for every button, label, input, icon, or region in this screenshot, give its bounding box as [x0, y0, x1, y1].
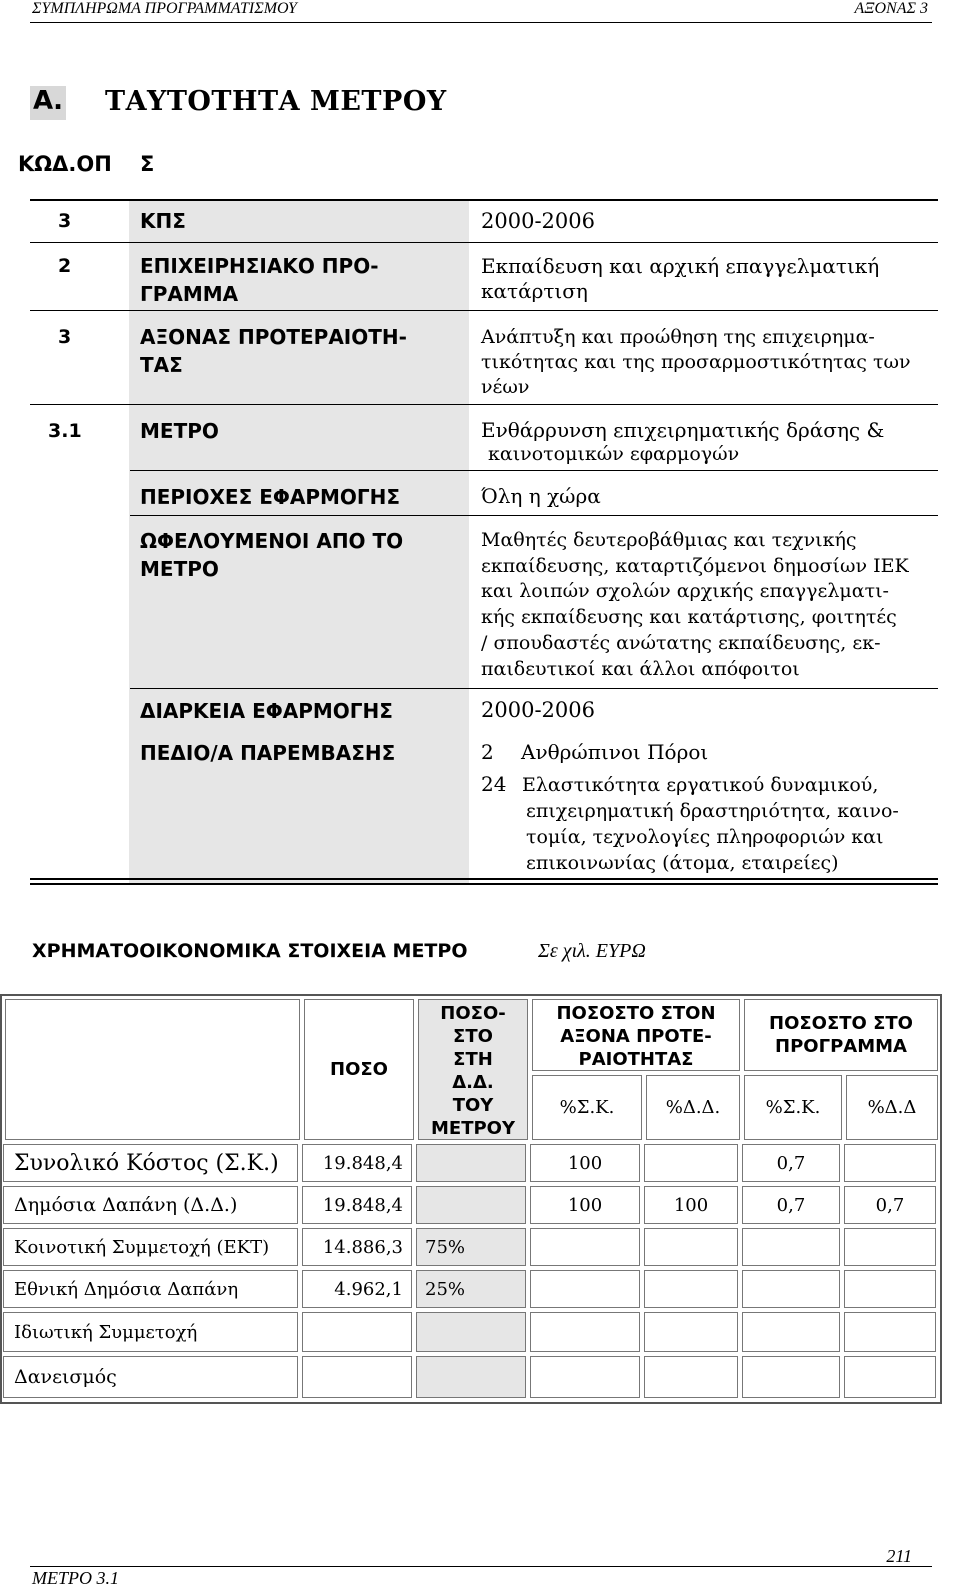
axis-value-line2: τικότητας και της προσαρμοστικότητας των: [481, 351, 911, 373]
finance-cell-prog-sk: [742, 1312, 840, 1352]
header-amount: ΠΟΣΟ: [330, 1059, 388, 1080]
beneficiaries-line: κής εκπαίδευσης και κατάρτισης, φοιτητές: [481, 606, 897, 629]
field-item2-line: Ελαστικότητα εργατικού δυναμικού,: [522, 774, 879, 796]
finance-row-label: Κοινοτική Συμμετοχή (ΕΚΤ): [14, 1236, 270, 1258]
kps-code: 3: [58, 210, 72, 232]
finance-cell-prog-dd: [844, 1228, 936, 1266]
finance-value: 0,7: [776, 1152, 806, 1174]
field-item2-line: τομία, τεχνολογίες πληροφοριών και: [526, 826, 884, 848]
measure-value-line1: Ενθάρρυνση επιχειρηματικής δράσης &: [481, 418, 885, 442]
finance-value: 0,7: [875, 1194, 905, 1216]
axis-label-line1: ΑΞΟΝΑΣ ΠΡΟΤΕΡΑΙΟΤΗ-: [140, 325, 407, 349]
header-axis-line: ΠΟΣΟΣΤΟ ΣΤΟΝ: [556, 1003, 716, 1024]
finance-value: 0,7: [776, 1194, 806, 1216]
finance-cell-prog-dd: [844, 1270, 936, 1308]
finance-row-label: Εθνική Δημόσια Δαπάνη: [14, 1278, 239, 1300]
beneficiaries-line: / σπουδαστές ανώτατης εκπαίδευσης, εκ-: [481, 631, 881, 654]
finance-cell-prog-dd: [844, 1186, 936, 1224]
section-letter: Α.: [33, 86, 63, 116]
header-empty-cell: [5, 999, 300, 1140]
finance-row-label: Συνολικό Κόστος (Σ.Κ.): [14, 1150, 279, 1176]
finance-cell-share: [416, 1186, 526, 1224]
finance-value: 25%: [425, 1278, 466, 1300]
header-axis-line: ΑΞΟΝΑ ΠΡΟΤΕ-: [560, 1026, 712, 1047]
running-header-right: ΑΞΟΝΑΣ 3: [854, 0, 928, 17]
finance-cell-amount: [302, 1270, 412, 1308]
section-title: ΤΑΥΤΟΤΗΤΑ ΜΕΤΡΟΥ: [105, 86, 447, 117]
axis-value-line1: Ανάπτυξη και προώθηση της επιχειρημα-: [481, 326, 875, 348]
row-rule: [130, 515, 938, 516]
beneficiaries-label-line2: ΜΕΤΡΟ: [140, 557, 219, 581]
finance-value: 100: [567, 1194, 603, 1216]
measure-value-line2: καινοτομικών εφαρμογών: [488, 443, 740, 465]
kod-label: ΚΩΔ.ΟΠ: [18, 152, 112, 176]
finance-row-label: Δανεισμός: [14, 1366, 117, 1388]
finance-value: 100: [673, 1194, 709, 1216]
row-rule: [30, 404, 938, 405]
finance-cell-axis-dd: [644, 1186, 738, 1224]
finance-row-label: Ιδιωτική Συμμετοχή: [14, 1321, 198, 1343]
finance-cell-share: [416, 1312, 526, 1352]
finance-value: 14.886,3: [322, 1236, 403, 1258]
header-axis-cell: [532, 999, 740, 1071]
sub-prog-dd-text: %Δ.Δ: [867, 1097, 917, 1118]
measure-code: 3.1: [48, 420, 82, 442]
finance-cell-prog-sk: [742, 1228, 840, 1266]
measure-label: ΜΕΤΡΟ: [140, 419, 219, 443]
finance-cell-axis-dd: [644, 1270, 738, 1308]
field-item1-text: Ανθρώπινοι Πόροι: [521, 740, 709, 764]
header-amount-cell: [304, 999, 414, 1140]
finance-cell-amount: [302, 1186, 412, 1224]
finance-cell-axis-dd: [644, 1312, 738, 1352]
beneficiaries-line: παιδευτικοί και άλλοι απόφοιτοι: [481, 657, 800, 680]
duration-label: ΔΙΑΡΚΕΙΑ ΕΦΑΡΜΟΓΗΣ: [140, 699, 393, 723]
finance-row-label-cell: [3, 1270, 298, 1308]
sub-axis-sk-text: %Σ.Κ.: [559, 1097, 615, 1118]
sub-prog-sk-text: %Σ.Κ.: [765, 1097, 821, 1118]
beneficiaries-line: και λοιπών σχολών αρχικής επαγγελματι-: [481, 580, 889, 603]
program-label-line1: ΕΠΙΧΕΙΡΗΣΙΑΚΟ ΠΡΟ-: [140, 254, 379, 278]
header-share-line: ΣΤΗ: [453, 1049, 493, 1070]
header-rule: [30, 22, 932, 23]
finance-cell-axis-dd: [644, 1228, 738, 1266]
running-header-left: ΣΥΜΠΛΗΡΩΜΑ ΠΡΟΓΡΑΜΜΑΤΙΣΜΟΥ: [32, 0, 297, 17]
finance-cell-axis-sk: [530, 1356, 640, 1398]
finance-cell-prog-sk: [742, 1270, 840, 1308]
axis-label-line2: ΤΑΣ: [140, 353, 183, 377]
program-label-line2: ΓΡΑΜΜΑ: [140, 282, 239, 306]
kps-label: ΚΠΣ: [140, 209, 186, 233]
finance-cell-prog-dd: [844, 1312, 936, 1352]
finance-cell-amount: [302, 1356, 412, 1398]
sub-prog-sk: [744, 1075, 842, 1140]
finance-cell-axis-sk: [530, 1270, 640, 1308]
finance-value: 75%: [425, 1236, 466, 1258]
finance-cell-prog-dd: [844, 1144, 936, 1182]
finance-cell-prog-sk: [742, 1186, 840, 1224]
finance-cell-axis-sk: [530, 1144, 640, 1182]
finance-cell-share: [416, 1356, 526, 1398]
finance-cell-axis-dd: [644, 1356, 738, 1398]
header-share: [419, 1000, 527, 1140]
header-share-cell: [418, 999, 528, 1140]
header-program-line: ΠΟΣΟΣΤΟ ΣΤΟ: [769, 1013, 913, 1034]
finance-cell-axis-sk: [530, 1228, 640, 1266]
finance-title: ΧΡΗΜΑΤΟΟΙΚΟΝΟΜΙΚΑ ΣΤΟΙΧΕΙΑ ΜΕΤΡΟ: [32, 940, 468, 962]
program-code: 2: [58, 255, 72, 277]
header-share-line: Δ.Δ.: [452, 1072, 494, 1093]
row-rule: [130, 688, 938, 689]
finance-cell-amount: [302, 1144, 412, 1182]
sub-prog-dd: [846, 1075, 938, 1140]
finance-cell-prog-sk: [742, 1356, 840, 1398]
finance-row-label-cell: [3, 1144, 298, 1182]
row-rule: [30, 242, 938, 243]
finance-row-label: Δημόσια Δαπάνη (Δ.Δ.): [14, 1194, 238, 1216]
table-bottom-rule: [30, 878, 938, 880]
finance-cell-axis-sk: [530, 1186, 640, 1224]
header-program: [745, 1000, 937, 1058]
beneficiaries-value: [481, 528, 909, 682]
axis-value-line3: νέων: [481, 376, 530, 398]
sub-axis-dd: [646, 1075, 740, 1140]
sub-axis-dd-text: %Δ.Δ.: [665, 1097, 721, 1118]
sub-axis-sk: [532, 1075, 642, 1140]
header-share-line: ΠΟΣΟ-: [440, 1003, 506, 1024]
header-axis: [533, 1000, 739, 1071]
finance-cell-share: [416, 1144, 526, 1182]
field-item2-text: [522, 772, 899, 876]
program-value-line2: κατάρτιση: [481, 279, 588, 303]
finance-value: 19.848,4: [322, 1194, 403, 1216]
header-share-line: ΜΕΤΡΟΥ: [430, 1118, 515, 1139]
header-program-cell: [744, 999, 938, 1071]
finance-cell-share: [416, 1228, 526, 1266]
finance-value: 100: [567, 1152, 603, 1174]
row-rule: [30, 310, 938, 311]
finance-cell-amount: [302, 1312, 412, 1352]
beneficiaries-line: Μαθητές δευτεροβάθμιας και τεχνικής: [481, 529, 857, 551]
table-top-rule: [30, 199, 938, 201]
finance-cell-axis-sk: [530, 1312, 640, 1352]
finance-value: 19.848,4: [322, 1152, 403, 1174]
finance-cell-prog-sk: [742, 1144, 840, 1182]
finance-row-label-cell: [3, 1356, 298, 1398]
footer-rule: [30, 1566, 932, 1567]
kps-value: 2000-2006: [481, 209, 595, 233]
field-item2-line: επικοινωνίας (άτομα, εταιρείες): [526, 852, 839, 874]
footer-page-number: 211: [886, 1546, 912, 1566]
finance-cell-share: [416, 1270, 526, 1308]
row-rule: [130, 470, 938, 471]
finance-cell-axis-dd: [644, 1144, 738, 1182]
duration-value: 2000-2006: [481, 698, 595, 722]
finance-row-label-cell: [3, 1312, 298, 1352]
beneficiaries-line: εκπαίδευσης, καταρτιζόμενοι δημοσίων ΙΕΚ: [481, 554, 909, 577]
beneficiaries-label-line1: ΩΦΕΛΟΥΜΕΝΟΙ ΑΠΟ ΤΟ: [140, 529, 404, 553]
field-item1-code: 2: [481, 740, 494, 764]
finance-row-label-cell: [3, 1186, 298, 1224]
program-value-line1: Εκπαίδευση και αρχική επαγγελματική: [481, 254, 880, 278]
footer-left: ΜΕΤΡΟ 3.1: [32, 1568, 119, 1588]
areas-value: Όλη η χώρα: [481, 484, 601, 508]
axis-code: 3: [58, 326, 72, 348]
field-item2-line: επιχειρηματική δραστηριότητα, καινο-: [526, 800, 899, 822]
header-axis-line: ΡΑΙΟΤΗΤΑΣ: [578, 1049, 694, 1070]
field-label: ΠΕΔΙΟ/Α ΠΑΡΕΜΒΑΣΗΣ: [140, 741, 396, 765]
table-bottom-rule-double: [30, 883, 938, 885]
field-item2-code: 24: [481, 772, 507, 796]
areas-label: ΠΕΡΙΟΧΕΣ ΕΦΑΡΜΟΓΗΣ: [140, 485, 401, 509]
kod-suffix: Σ: [140, 152, 155, 176]
header-program-line: ΠΡΟΓΡΑΜΜΑ: [775, 1036, 907, 1057]
finance-unit: Σε χιλ. ΕΥΡΩ: [538, 940, 646, 962]
finance-cell-amount: [302, 1228, 412, 1266]
finance-value: 4.962,1: [334, 1278, 403, 1300]
finance-cell-prog-dd: [844, 1356, 936, 1398]
finance-row-label-cell: [3, 1228, 298, 1266]
header-share-line: ΤΟΥ: [452, 1095, 494, 1116]
header-share-line: ΣΤΟ: [453, 1026, 493, 1047]
